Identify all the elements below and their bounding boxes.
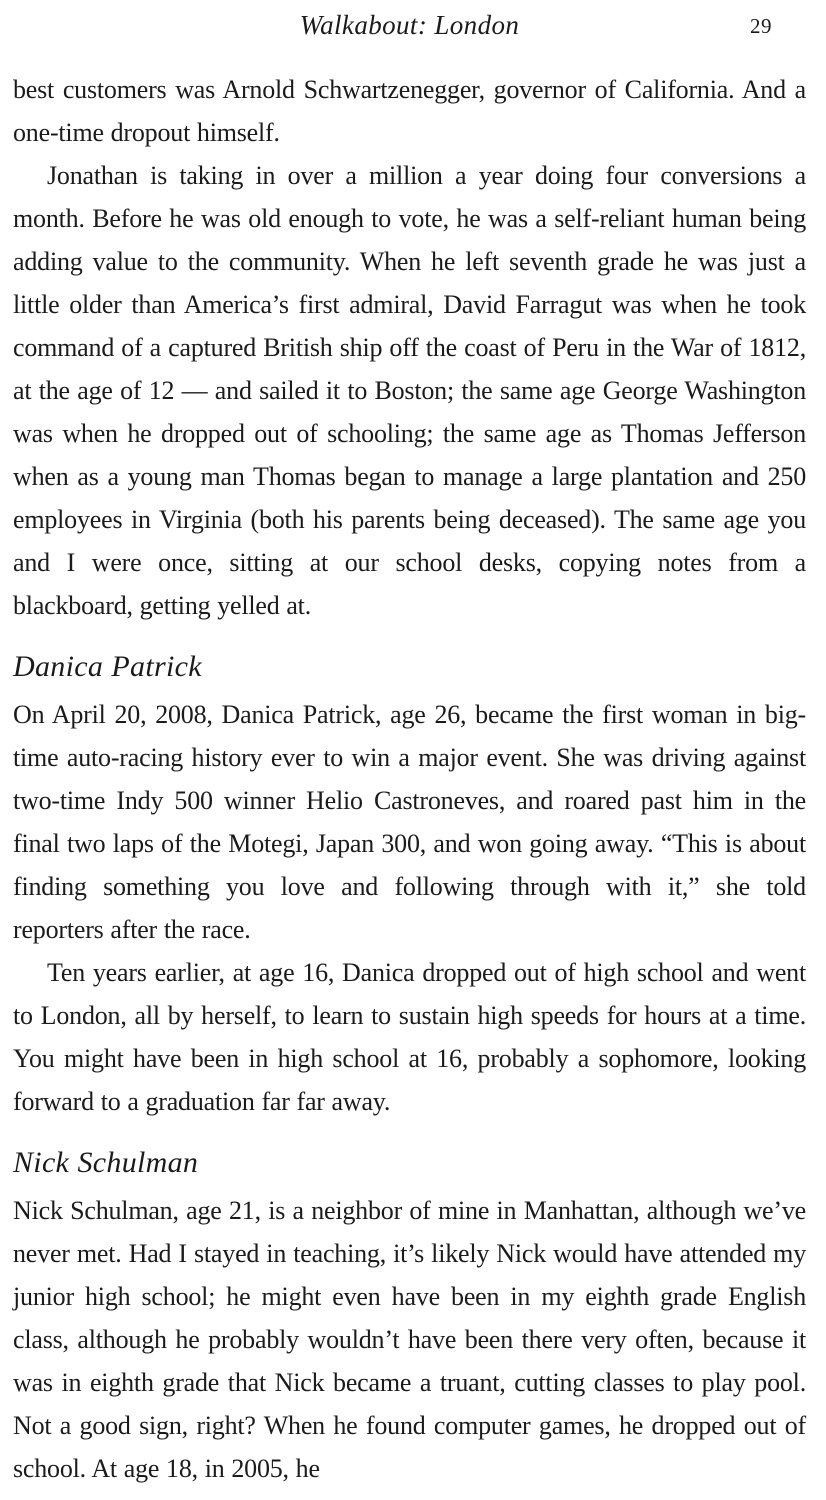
section-heading-nick-schulman: Nick Schulman — [13, 1146, 199, 1179]
body-text-block — [13, 68, 806, 1490]
running-header-title: Walkabout: London — [299, 10, 520, 40]
body-paragraph-nick: Nick Schulman, age 21, is a neighbor of mine in Manhattan, although we’ve never met. Had I stayed in teaching, it’s likely Nick would have attended my junior high school; he might even have been in my eighth grade English class, although he probably wouldn’t have been there very often, because it was in eighth grade that Nick became a truant, cutting classes to play pool. Not a good sign, right? When he found computer games, he dropped out of school. At age 18, in 2005, he — [13, 1196, 806, 1483]
page-number: 29 — [750, 14, 772, 38]
body-paragraph-continuation: best customers was Arnold Schwartzenegger, governor of California. And a one-time dropout himself. — [13, 75, 806, 147]
running-head — [13, 10, 806, 54]
body-paragraph-danica-2: Ten years earlier, at age 16, Danica dropped out of high school and went to London, all by herself, to learn to sustain high speeds for hours at a time. You might have been in high school at 16, probably a sophomore, looking forward to a graduation far far away. — [13, 958, 806, 1116]
section-heading-danica-patrick: Danica Patrick — [13, 650, 202, 683]
body-paragraph-danica-1: On April 20, 2008, Danica Patrick, age 26, became the first woman in big-time auto-racing history ever to win a major event. She was driving against two-time Indy 500 winner Helio Castroneves, and roared past him in the final two laps of the Motegi, Japan 300, and won going away. “This is about finding something you love and following through with it,” she told reporters after the race. — [13, 700, 806, 944]
body-paragraph-jonathan: Jonathan is taking in over a million a year doing four conversions a month. Before he was old enough to vote, he was a self-reliant human being adding value to the community. When he left seventh grade he was just a little older than America’s first admiral, David Farragut was when he took command of a captured British ship off the coast of Peru in the War of 1812, at the age of 12 — and sailed it to Boston; the same age George Washington was when he dropped out of schooling; the same age as Thomas Jefferson when as a young man Thomas began to manage a large plantation and 250 employees in Virginia (both his parents being deceased). The same age you and I were once, sitting at our school desks, copying notes from a blackboard, getting yelled at. — [13, 161, 806, 620]
